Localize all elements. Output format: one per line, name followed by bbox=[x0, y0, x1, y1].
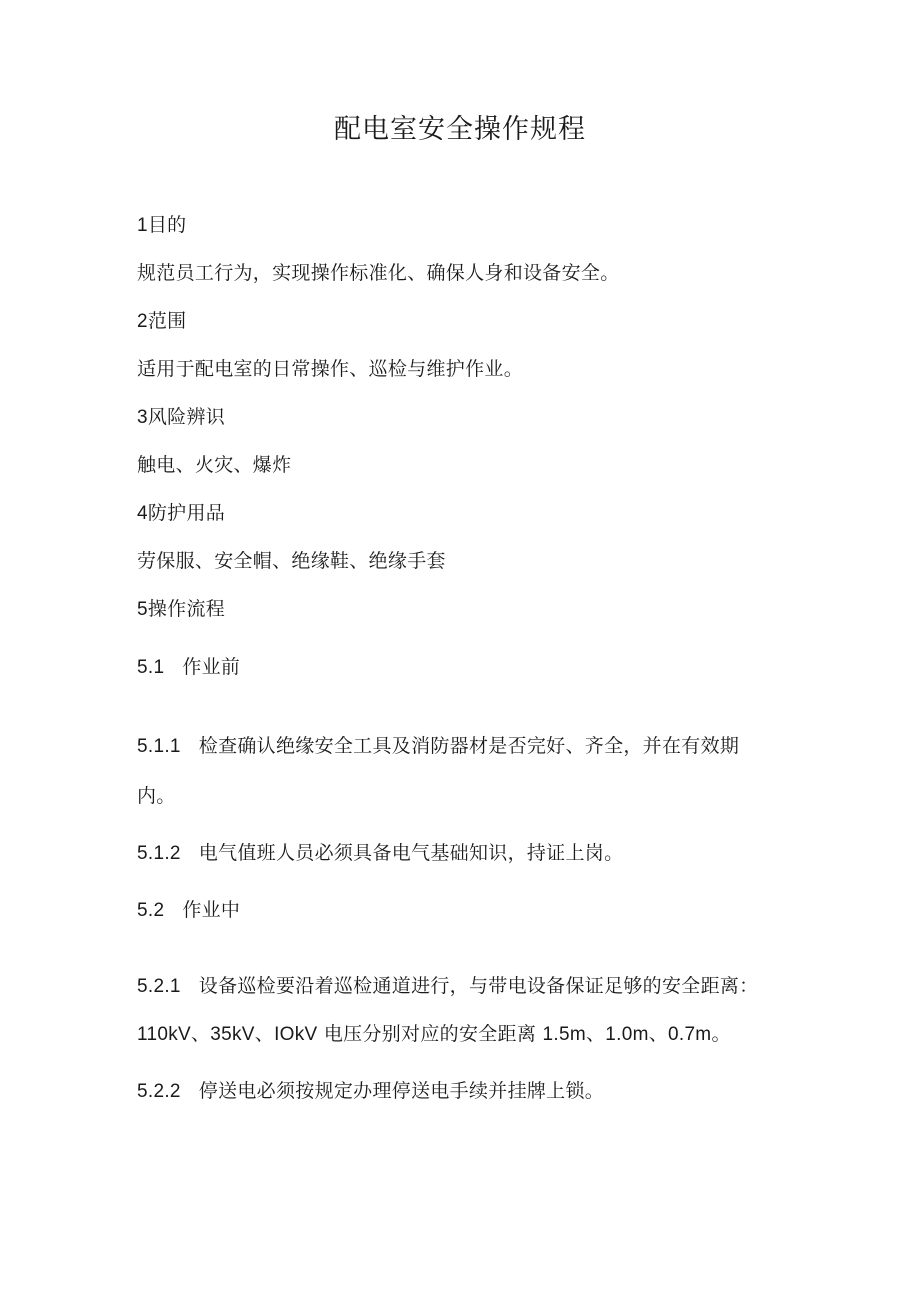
item-text: 设备巡检要沿着巡检通道进行，与带电设备保证足够的安全距离： bbox=[198, 975, 759, 997]
item-text: 停送电必须按规定办理停送电手续并挂牌上锁。 bbox=[198, 1080, 605, 1102]
section-text: 作业中 bbox=[182, 899, 241, 921]
subheading-5-1 bbox=[137, 655, 240, 680]
paragraph-ppe: 劳保服、安全帽、绝缘鞋、绝缘手套 bbox=[137, 550, 446, 572]
item-text: 电气值班人员必须具备电气基础知识，持证上岗。 bbox=[198, 842, 624, 864]
document-title: 配电室安全操作规程 bbox=[334, 114, 586, 145]
item-text: 检查确认绝缘安全工具及消防器材是否完好、齐全，并在有效期 bbox=[198, 735, 740, 757]
section-number: 5.1 bbox=[137, 657, 165, 678]
voltage-values: 110kV、35kV、IOkV bbox=[137, 1024, 318, 1045]
heading-text: 防护用品 bbox=[147, 502, 226, 524]
heading-text: 风险辨识 bbox=[147, 406, 226, 428]
heading-number: 3 bbox=[137, 407, 148, 428]
item-5-2-1-line2 bbox=[137, 1022, 731, 1047]
item-number: 5.2.1 bbox=[137, 976, 181, 997]
line-end-punctuation: 。 bbox=[711, 1023, 731, 1045]
distance-values: 1.5m、1.0m、0.7m bbox=[542, 1024, 712, 1045]
item-5-1-1-line1 bbox=[137, 734, 739, 759]
section-text: 作业前 bbox=[182, 656, 241, 678]
heading-text: 操作流程 bbox=[147, 598, 226, 620]
item-5-2-2 bbox=[137, 1079, 604, 1104]
item-number: 5.1.1 bbox=[137, 736, 181, 757]
heading-ppe bbox=[137, 501, 225, 526]
heading-risk bbox=[137, 405, 225, 430]
item-number: 5.2.2 bbox=[137, 1081, 181, 1102]
item-5-1-1-line2: 内。 bbox=[137, 785, 176, 807]
paragraph-scope: 适用于配电室的日常操作、巡检与维护作业。 bbox=[137, 358, 524, 380]
item-number: 5.1.2 bbox=[137, 843, 181, 864]
paragraph-risk: 触电、火灾、爆炸 bbox=[137, 454, 292, 476]
item-5-2-1-line1 bbox=[137, 974, 758, 999]
heading-text: 目的 bbox=[147, 214, 187, 236]
subheading-5-2 bbox=[137, 898, 240, 923]
paragraph-purpose: 规范员工行为，实现操作标准化、确保人身和设备安全。 bbox=[137, 262, 620, 284]
section-number: 5.2 bbox=[137, 900, 165, 921]
heading-number: 2 bbox=[137, 311, 148, 332]
heading-purpose bbox=[137, 213, 186, 238]
heading-process bbox=[137, 597, 225, 622]
item-5-1-2 bbox=[137, 841, 623, 866]
heading-text: 范围 bbox=[147, 310, 187, 332]
heading-scope bbox=[137, 309, 186, 334]
distance-description: 电压分别对应的安全距离 bbox=[323, 1023, 537, 1045]
heading-number: 1 bbox=[137, 215, 148, 236]
heading-number: 5 bbox=[137, 599, 148, 620]
heading-number: 4 bbox=[137, 503, 148, 524]
